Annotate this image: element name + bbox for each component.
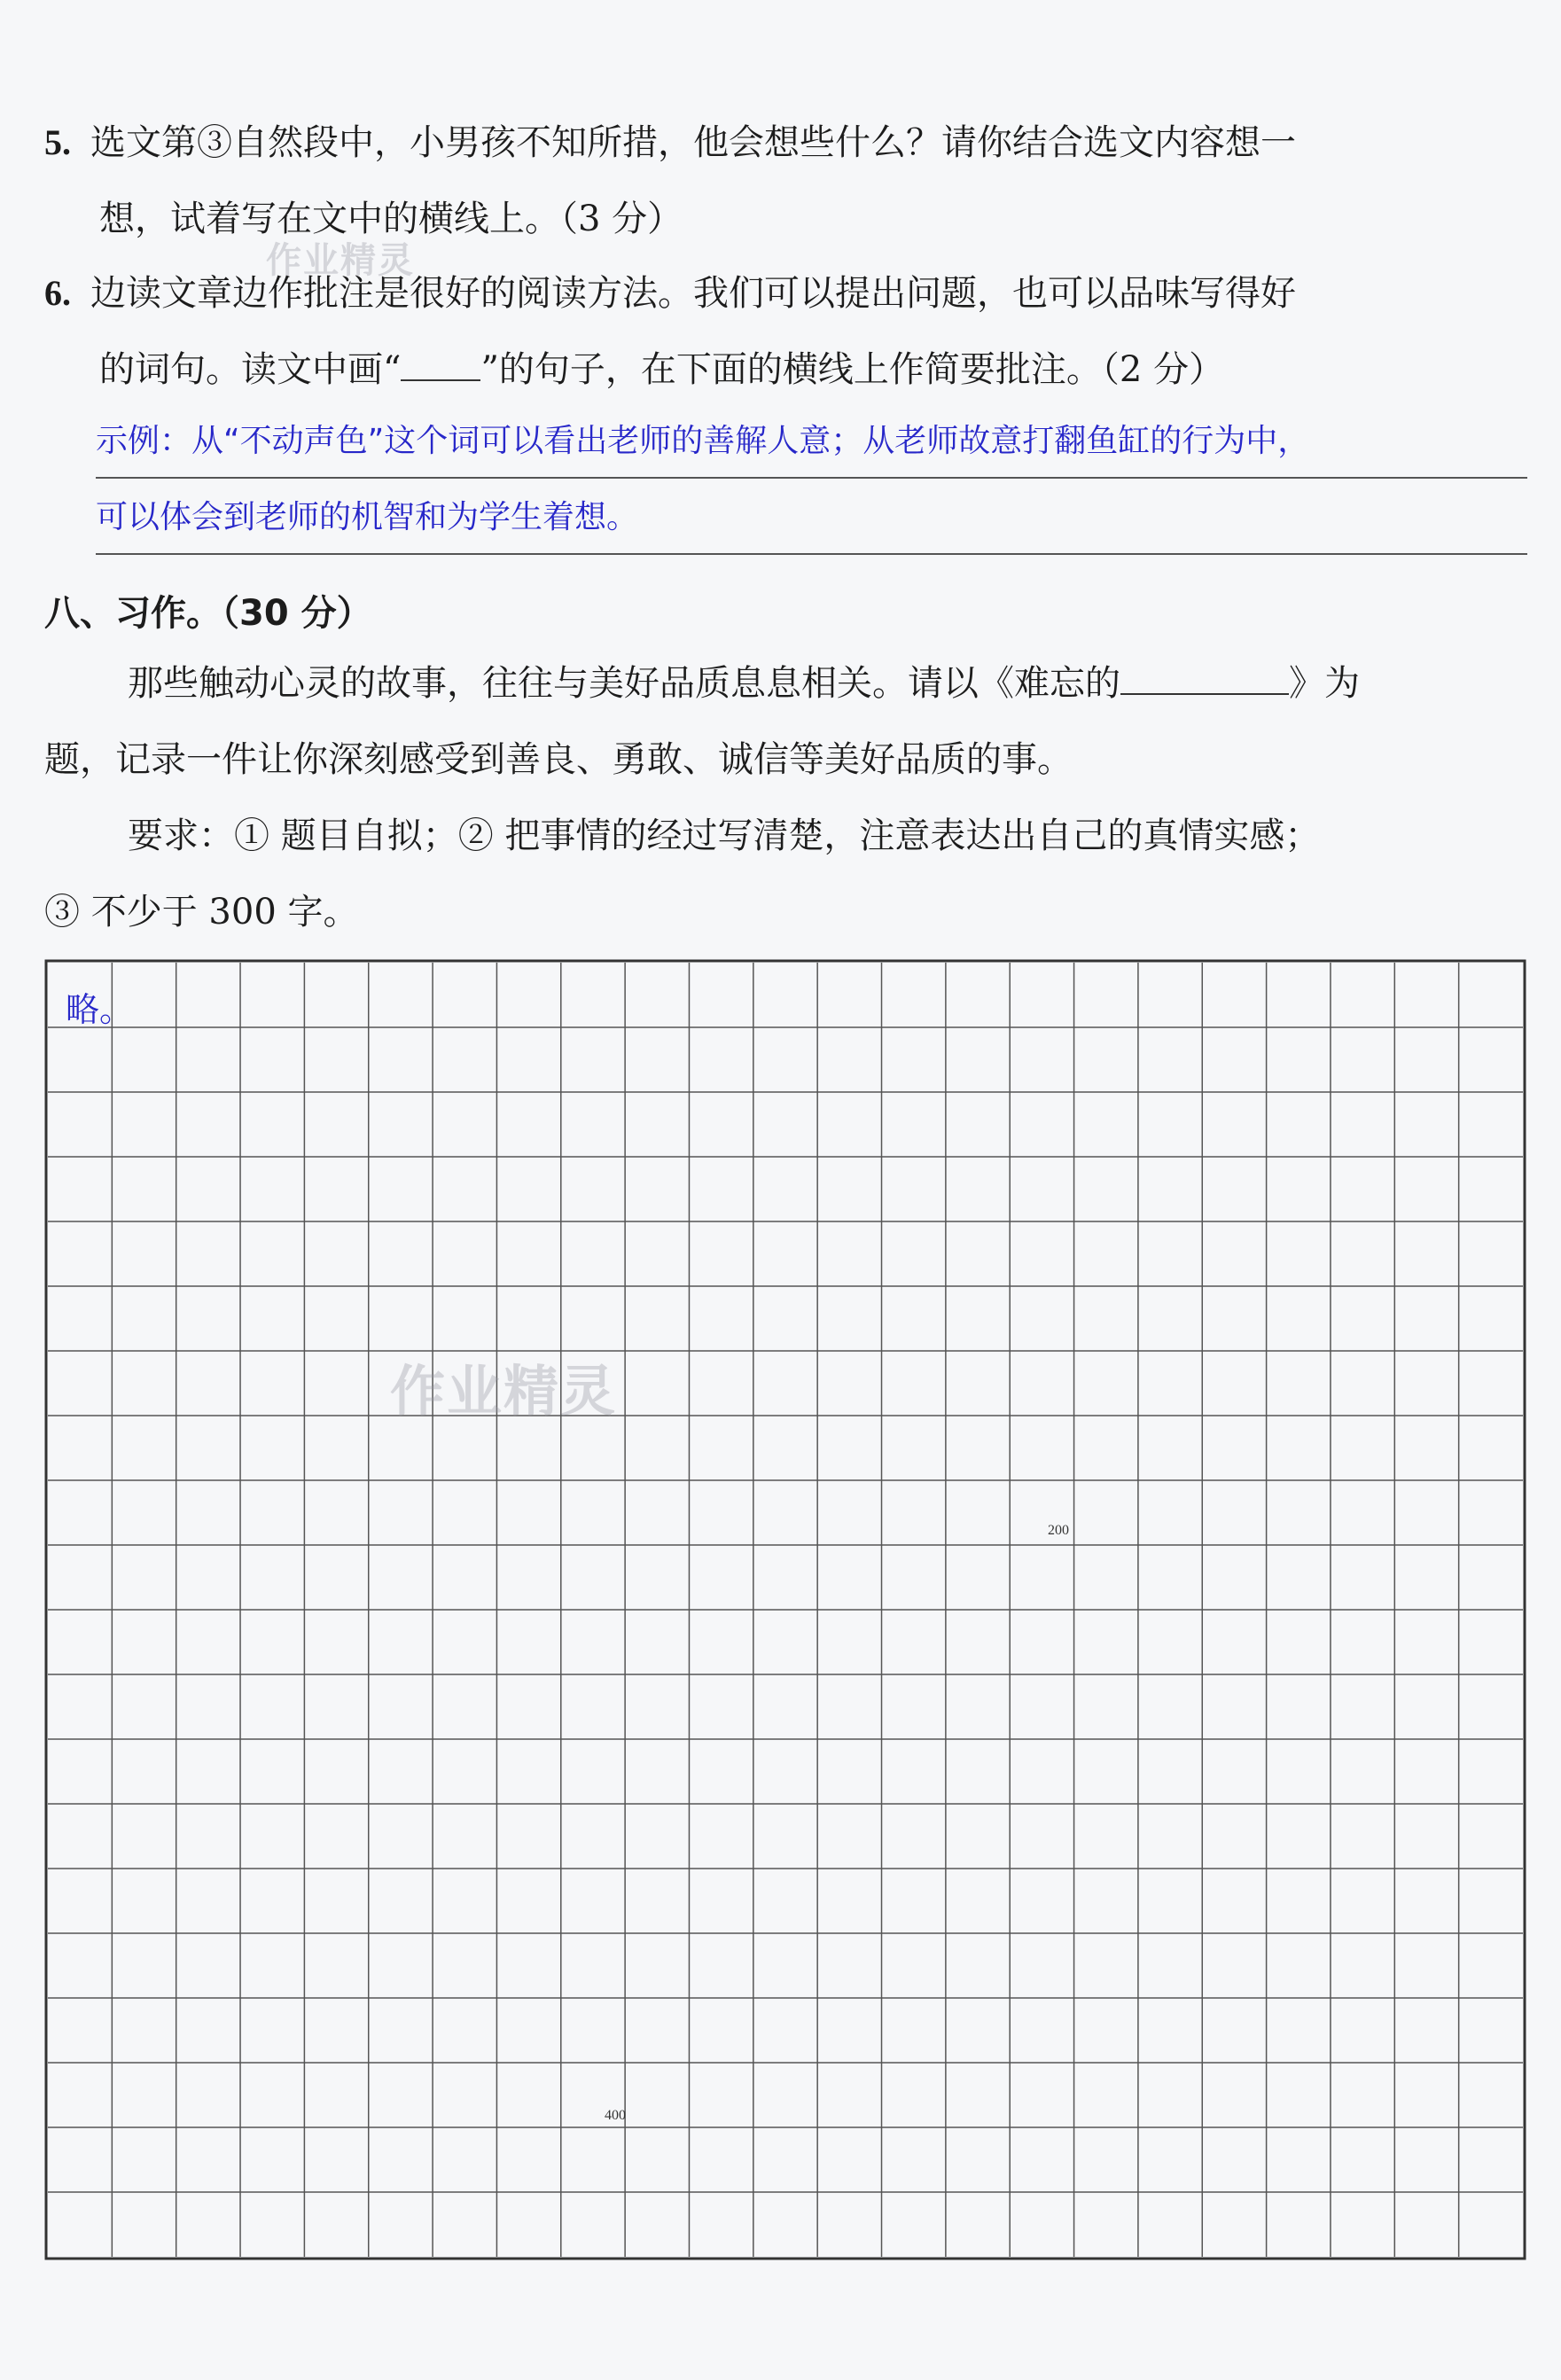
question-6-line-2 [44, 332, 1534, 408]
watermark-logo-center [390, 1347, 617, 1426]
question-5-text-2: 想，试着写在文中的横线上。（3 分） [99, 199, 683, 239]
section-8-title: 八、习作。（30 分） [44, 593, 372, 634]
watermark-text-top: 作业精灵 [266, 240, 415, 281]
question-6-text-2b: ”的句子，在下面的横线上作简要批注。（2 分） [480, 349, 1225, 390]
section-8-prompt [44, 645, 1534, 798]
requirements-line-2: ③ 不少于 300 字。 [44, 892, 359, 932]
word-count-200: 200 [1048, 1523, 1069, 1538]
grid-answer-text: 略。 [66, 990, 134, 1029]
question-5-text-1: 选文第③自然段中，小男孩不知所措，他会想些什么？请你结合选文内容想一 [90, 122, 1296, 163]
watermark-text-center: 作业精灵 [390, 1359, 618, 1424]
question-6-text-2a: 的词句。读文中画“ [99, 349, 402, 390]
question-6-number: 6. [44, 273, 71, 313]
prompt-line-1 [44, 645, 1534, 722]
prompt-text-1a: 那些触动心灵的故事，往往与美好品质息息相关。请以《难忘的 [128, 663, 1120, 704]
prompt-text-1b: 》为 [1289, 663, 1360, 704]
question-6-text-1: 边读文章边作批注是很好的阅读方法。我们可以提出问题，也可以品味写得好 [90, 273, 1296, 314]
title-blank[interactable] [1120, 658, 1289, 695]
prompt-line-2: 题，记录一件让你深刻感受到善良、勇敢、诚信等美好品质的事。 [44, 739, 1073, 780]
word-count-400: 400 [605, 2108, 626, 2123]
underline-blank [401, 344, 480, 381]
question-5-line-1 [44, 105, 1534, 181]
answer-line-2[interactable]: 可以体会到老师的机智和为学生着想。 [96, 482, 1527, 555]
requirements-line-1: 要求：① 题目自拟；② 把事情的经过写清楚，注意表达出自己的真情实感； [128, 815, 1321, 856]
question-5-number: 5. [44, 122, 71, 162]
watermark-logo-top [266, 232, 415, 283]
section-8-requirements [44, 798, 1534, 950]
answer-line-1[interactable]: 示例：从“不动声色”这个词可以看出老师的善解人意；从老师故意打翻鱼缸的行为中， [96, 406, 1527, 479]
writing-grid[interactable] [44, 959, 1526, 2260]
